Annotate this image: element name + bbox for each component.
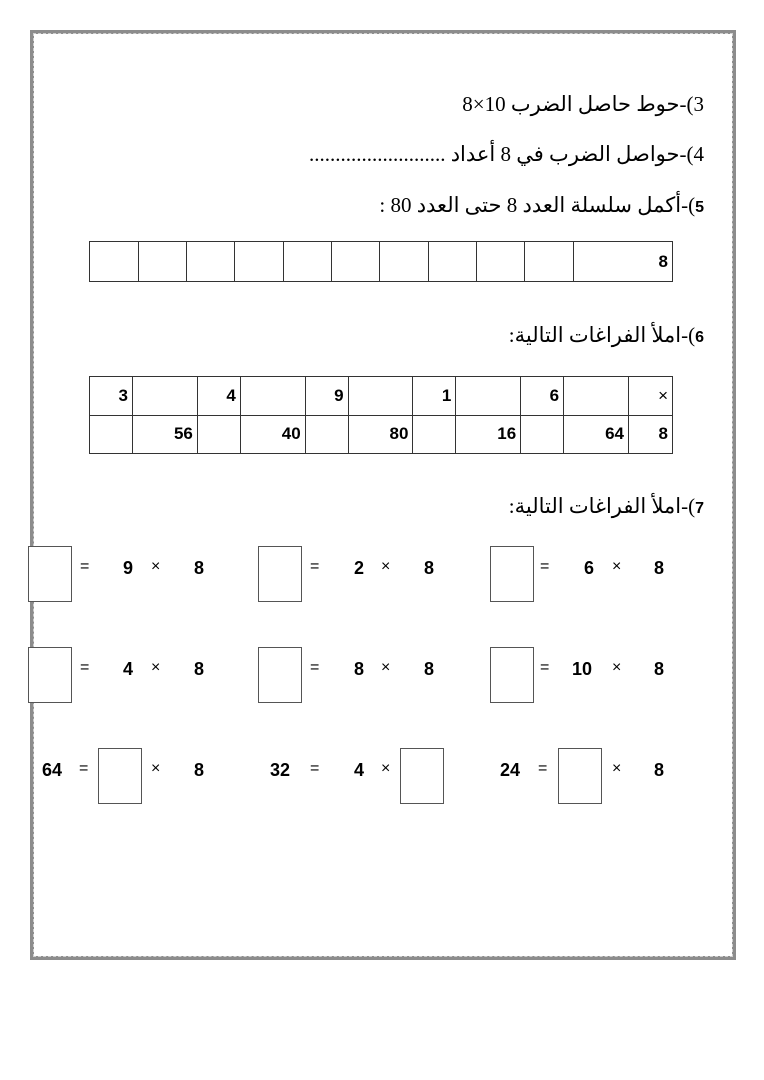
times-sign: ×	[612, 760, 622, 777]
question-3	[462, 92, 704, 117]
equals-sign: =	[310, 760, 320, 777]
mult-cell[interactable]	[348, 377, 413, 416]
answer-box[interactable]	[490, 546, 534, 602]
series-table-row	[90, 242, 673, 282]
answer-box[interactable]	[558, 748, 602, 804]
exercise-factor: 9	[123, 558, 134, 578]
mult-cell[interactable]	[90, 415, 133, 454]
equals-sign: =	[79, 760, 89, 777]
equals-sign: =	[310, 659, 320, 676]
equals-sign: =	[80, 558, 90, 575]
equals-sign: =	[540, 659, 550, 676]
series-cell[interactable]	[477, 242, 525, 282]
mult-cell: 8	[629, 415, 673, 454]
question-6-text: )-املأ الفراغات التالية:	[508, 323, 696, 347]
series-cell[interactable]	[186, 242, 234, 282]
exercise-row-1	[28, 544, 688, 604]
mult-cell[interactable]	[456, 377, 521, 416]
answer-box[interactable]	[400, 748, 444, 804]
mult-cell[interactable]	[133, 377, 198, 416]
question-6	[509, 323, 704, 348]
question-6-number: 6	[695, 329, 704, 346]
mult-cell: 40	[240, 415, 305, 454]
answer-box[interactable]	[258, 546, 302, 602]
series-cell[interactable]	[283, 242, 331, 282]
series-cell[interactable]	[235, 242, 283, 282]
mult-cell[interactable]	[305, 415, 348, 454]
times-sign: ×	[381, 760, 391, 777]
mult-cell: ×	[629, 377, 673, 416]
exercise-factor: 4	[354, 760, 365, 780]
answer-box[interactable]	[490, 647, 534, 703]
question-4-text: 4)-حواصل الضرب في 8 أعداد ..........................	[308, 142, 704, 166]
exercise-factor: 8	[424, 558, 435, 578]
times-sign: ×	[381, 558, 391, 575]
mult-cell: 4	[197, 377, 240, 416]
times-sign: ×	[612, 558, 622, 575]
exercise-factor: 2	[354, 558, 365, 578]
exercise-factor: 6	[584, 558, 595, 578]
exercise-factor: 4	[123, 659, 134, 679]
equals-sign: =	[80, 659, 90, 676]
series-table	[89, 241, 673, 282]
mult-row-2	[90, 415, 673, 454]
exercise-factor: 8	[194, 659, 205, 679]
exercise-factor: 10	[572, 659, 593, 679]
equals-sign: =	[540, 558, 550, 575]
series-cell[interactable]	[428, 242, 476, 282]
question-5-text: )-أكمل سلسلة العدد 8 حتى العدد 80 :	[379, 193, 696, 217]
exercise-row-3	[28, 746, 688, 806]
mult-cell[interactable]	[240, 377, 305, 416]
multiplication-table	[89, 376, 673, 454]
question-3-text: 3)-حوط حاصل الضرب 10×8	[462, 92, 704, 116]
question-5	[379, 193, 704, 218]
mult-cell: 3	[90, 377, 133, 416]
series-cell[interactable]	[90, 242, 139, 282]
exercise-result: 64	[42, 760, 63, 780]
mult-cell: 9	[305, 377, 348, 416]
exercise-factor: 8	[654, 659, 665, 679]
mult-cell: 6	[521, 377, 564, 416]
series-cell[interactable]	[380, 242, 428, 282]
series-cell[interactable]	[331, 242, 379, 282]
exercise-factor: 8	[654, 558, 665, 578]
mult-cell[interactable]	[413, 415, 456, 454]
times-sign: ×	[381, 659, 391, 676]
question-7-number: 7	[695, 500, 704, 517]
mult-cell[interactable]	[197, 415, 240, 454]
exercise-result: 24	[500, 760, 521, 780]
question-4	[309, 142, 704, 167]
mult-cell: 80	[348, 415, 413, 454]
times-sign: ×	[612, 659, 622, 676]
series-cell[interactable]	[138, 242, 186, 282]
answer-box[interactable]	[28, 647, 72, 703]
question-5-number: 5	[695, 199, 704, 216]
series-cell[interactable]: 8	[573, 242, 672, 282]
mult-row-1	[90, 377, 673, 416]
question-7	[509, 494, 704, 519]
mult-cell: 64	[564, 415, 629, 454]
exercise-factor: 8	[654, 760, 665, 780]
exercise-row-2	[28, 645, 688, 705]
equals-sign: =	[538, 760, 548, 777]
equals-sign: =	[310, 558, 320, 575]
exercise-result: 32	[270, 760, 291, 780]
question-7-text: )-املأ الفراغات التالية:	[508, 494, 696, 518]
times-sign: ×	[151, 760, 161, 777]
exercise-factor: 8	[354, 659, 365, 679]
exercise-factor: 8	[194, 760, 205, 780]
exercise-factor: 8	[194, 558, 205, 578]
mult-cell: 1	[413, 377, 456, 416]
mult-cell[interactable]	[521, 415, 564, 454]
exercise-factor: 8	[424, 659, 435, 679]
times-sign: ×	[151, 558, 161, 575]
series-cell[interactable]	[525, 242, 573, 282]
answer-box[interactable]	[28, 546, 72, 602]
mult-cell: 16	[456, 415, 521, 454]
answer-box[interactable]	[258, 647, 302, 703]
times-sign: ×	[151, 659, 161, 676]
mult-cell[interactable]	[564, 377, 629, 416]
answer-box[interactable]	[98, 748, 142, 804]
mult-cell: 56	[133, 415, 198, 454]
